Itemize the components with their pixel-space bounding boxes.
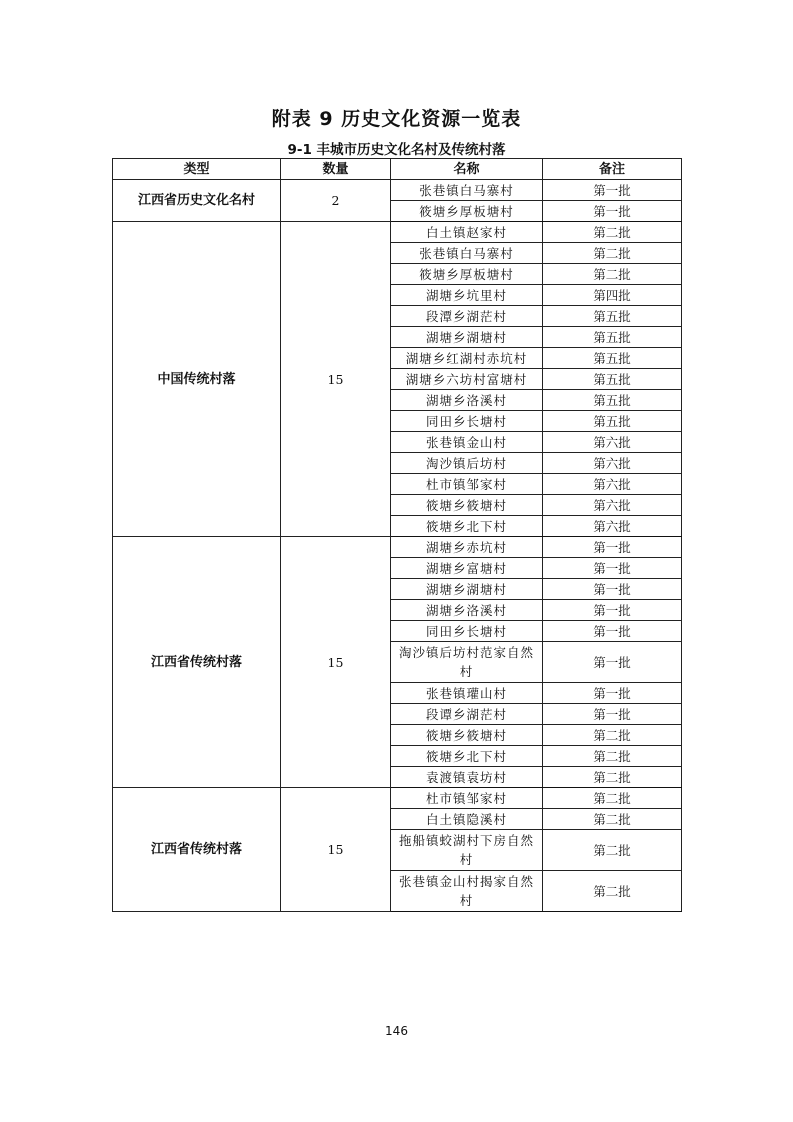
batch-note-cell: 第二批 bbox=[543, 222, 682, 243]
village-name-cell: 张巷镇白马寨村 bbox=[391, 243, 543, 264]
batch-note-cell: 第五批 bbox=[543, 348, 682, 369]
batch-note-cell: 第二批 bbox=[543, 871, 682, 912]
batch-note-cell: 第一批 bbox=[543, 600, 682, 621]
village-name-cell: 张巷镇瓘山村 bbox=[391, 683, 543, 704]
batch-note-cell: 第二批 bbox=[543, 725, 682, 746]
village-name-cell: 湖塘乡湖塘村 bbox=[391, 327, 543, 348]
batch-note-cell: 第二批 bbox=[543, 264, 682, 285]
category-cell: 江西省历史文化名村 bbox=[113, 180, 281, 222]
village-name-cell: 同田乡长塘村 bbox=[391, 411, 543, 432]
village-name-cell: 筱塘乡厚板塘村 bbox=[391, 201, 543, 222]
batch-note-cell: 第二批 bbox=[543, 788, 682, 809]
table-row bbox=[113, 537, 682, 558]
village-name-cell: 杜市镇邹家村 bbox=[391, 788, 543, 809]
batch-note-cell: 第六批 bbox=[543, 474, 682, 495]
table-header-row bbox=[113, 159, 682, 180]
batch-note-cell: 第一批 bbox=[543, 704, 682, 725]
batch-note-cell: 第二批 bbox=[543, 767, 682, 788]
village-name-cell: 拖船镇蛟湖村下房自然村 bbox=[391, 830, 543, 871]
count-cell: 15 bbox=[281, 222, 391, 537]
batch-note-cell: 第四批 bbox=[543, 285, 682, 306]
village-name-cell: 段潭乡湖茫村 bbox=[391, 306, 543, 327]
batch-note-cell: 第一批 bbox=[543, 579, 682, 600]
table-body bbox=[113, 180, 682, 912]
village-name-cell: 淘沙镇后坊村 bbox=[391, 453, 543, 474]
village-name-cell: 杜市镇邹家村 bbox=[391, 474, 543, 495]
batch-note-cell: 第五批 bbox=[543, 306, 682, 327]
village-name-cell: 湖塘乡六坊村富塘村 bbox=[391, 369, 543, 390]
batch-note-cell: 第二批 bbox=[543, 243, 682, 264]
table-row bbox=[113, 222, 682, 243]
table-row bbox=[113, 788, 682, 809]
page-title: 附表 9 历史文化资源一览表 bbox=[271, 108, 522, 130]
village-name-cell: 筱塘乡筱塘村 bbox=[391, 725, 543, 746]
batch-note-cell: 第六批 bbox=[543, 453, 682, 474]
batch-note-cell: 第五批 bbox=[543, 390, 682, 411]
village-name-cell: 淘沙镇后坊村范家自然村 bbox=[391, 642, 543, 683]
batch-note-cell: 第五批 bbox=[543, 327, 682, 348]
batch-note-cell: 第一批 bbox=[543, 558, 682, 579]
count-cell: 15 bbox=[281, 537, 391, 788]
batch-note-cell: 第一批 bbox=[543, 180, 682, 201]
village-name-cell: 湖塘乡红湖村赤坑村 bbox=[391, 348, 543, 369]
header-name: 名称 bbox=[391, 159, 543, 180]
village-name-cell: 筱塘乡筱塘村 bbox=[391, 495, 543, 516]
village-name-cell: 湖塘乡湖塘村 bbox=[391, 579, 543, 600]
category-cell: 中国传统村落 bbox=[113, 222, 281, 537]
count-cell: 15 bbox=[281, 788, 391, 912]
village-name-cell: 张巷镇金山村揭家自然村 bbox=[391, 871, 543, 912]
heritage-table bbox=[112, 158, 682, 912]
batch-note-cell: 第五批 bbox=[543, 411, 682, 432]
table-caption: 9-1 丰城市历史文化名村及传统村落 bbox=[287, 142, 506, 158]
village-name-cell: 袁渡镇袁坊村 bbox=[391, 767, 543, 788]
header-note: 备注 bbox=[543, 159, 682, 180]
batch-note-cell: 第二批 bbox=[543, 809, 682, 830]
batch-note-cell: 第一批 bbox=[543, 537, 682, 558]
village-name-cell: 湖塘乡洛溪村 bbox=[391, 600, 543, 621]
village-name-cell: 张巷镇白马寨村 bbox=[391, 180, 543, 201]
batch-note-cell: 第六批 bbox=[543, 516, 682, 537]
village-name-cell: 张巷镇金山村 bbox=[391, 432, 543, 453]
village-name-cell: 湖塘乡富塘村 bbox=[391, 558, 543, 579]
batch-note-cell: 第六批 bbox=[543, 432, 682, 453]
batch-note-cell: 第五批 bbox=[543, 369, 682, 390]
table-row bbox=[113, 180, 682, 201]
village-name-cell: 湖塘乡洛溪村 bbox=[391, 390, 543, 411]
village-name-cell: 筱塘乡北下村 bbox=[391, 516, 543, 537]
category-cell: 江西省传统村落 bbox=[113, 788, 281, 912]
batch-note-cell: 第二批 bbox=[543, 830, 682, 871]
category-cell: 江西省传统村落 bbox=[113, 537, 281, 788]
village-name-cell: 湖塘乡坑里村 bbox=[391, 285, 543, 306]
village-name-cell: 筱塘乡厚板塘村 bbox=[391, 264, 543, 285]
batch-note-cell: 第一批 bbox=[543, 683, 682, 704]
village-name-cell: 筱塘乡北下村 bbox=[391, 746, 543, 767]
village-name-cell: 同田乡长塘村 bbox=[391, 621, 543, 642]
village-name-cell: 白土镇赵家村 bbox=[391, 222, 543, 243]
batch-note-cell: 第二批 bbox=[543, 746, 682, 767]
batch-note-cell: 第六批 bbox=[543, 495, 682, 516]
batch-note-cell: 第一批 bbox=[543, 642, 682, 683]
village-name-cell: 白土镇隐溪村 bbox=[391, 809, 543, 830]
count-cell: 2 bbox=[281, 180, 391, 222]
page-number: 146 bbox=[385, 1024, 408, 1038]
batch-note-cell: 第一批 bbox=[543, 201, 682, 222]
village-name-cell: 湖塘乡赤坑村 bbox=[391, 537, 543, 558]
batch-note-cell: 第一批 bbox=[543, 621, 682, 642]
header-count: 数量 bbox=[281, 159, 391, 180]
header-type: 类型 bbox=[113, 159, 281, 180]
village-name-cell: 段谭乡湖茫村 bbox=[391, 704, 543, 725]
